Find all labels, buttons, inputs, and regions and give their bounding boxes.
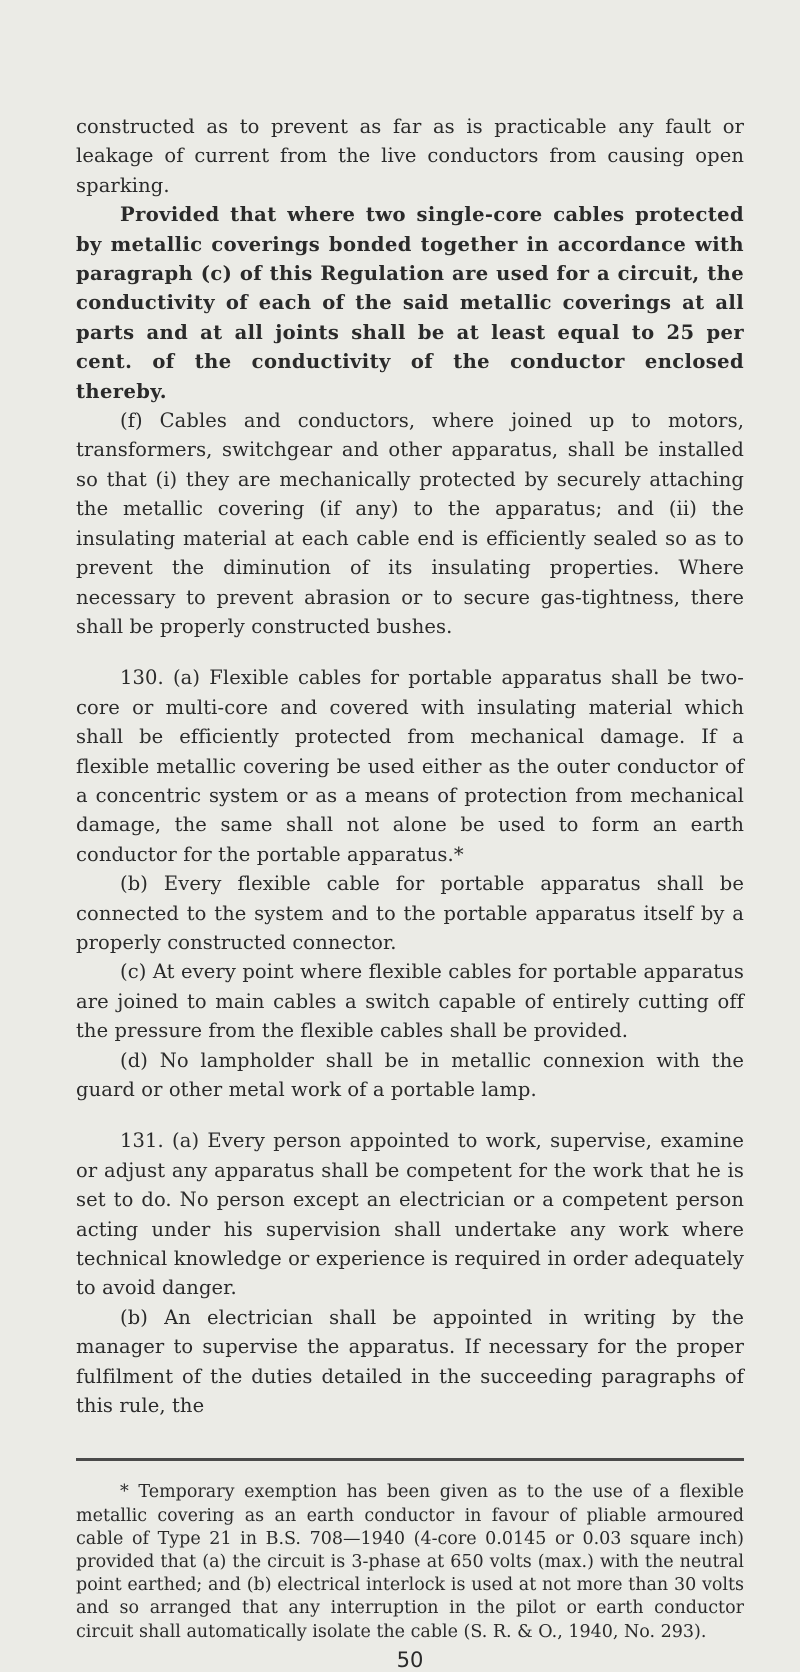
paragraph-f: (f) Cables and conductors, where joined up to motors, transformers, switchgear and other apparatus, shall be installed so that (i) they are mechanically protected by securely attaching the metallic covering (if any) to the apparatus; and (ii) the insulating material at each cable end is efficiently sealed so as to prevent the diminution of its insulating properties. Where necessary to prevent abrasion or to secure gas-tightness, there shall be properly constructed bushes. <box>76 409 744 638</box>
paragraph-131a: 131. (a) Every person appointed to work, supervise, examine or adjust any apparatus shall be competent for the work that he is set to do. No person except an electrician or a competent person acting under his supervision shall undertake any work where technical knowledge or experience is required in order adequately to avoid danger. <box>76 1129 744 1300</box>
page-number: 50 <box>396 1647 424 1672</box>
paragraph-130b: (b) Every flexible cable for portable apparatus shall be connected to the system and to the portable apparatus itself by a properly constructed connector. <box>76 872 744 954</box>
paragraph-130a: 130. (a) Flexible cables for portable apparatus shall be two-core or multi-core and covered with insulating material which shall be efficiently protected from mechanical damage. If a flexible metallic covering be used either as the outer conductor of a concentric system or as a means of protection from mechanical damage, the same shall not alone be used to form an earth conductor for the portable apparatus.* <box>76 666 744 866</box>
paragraph-proviso: Provided that where two single-core cables protected by metallic coverings bonded together in accordance with paragraph (c) of this Regulation are used for a circuit, the conductivity of each of the said metallic coverings at all parts and at all joints shall be at least equal to 25 per cent. of the conductivity of the conductor enclosed thereby. <box>76 203 744 403</box>
paragraph-130c: (c) At every point where flexible cables for portable apparatus are joined to main cables a switch capable of entirely cutting off the pressure from the flexible cables shall be provided. <box>76 960 744 1043</box>
footnote: * Temporary exemption has been given as to the use of a flexible metallic covering as an earth conductor in favour of pliable armoured cable of Type 21 in B.S. 708—1940 (4-core 0.0145 or 0.03 square inch) provided that (a) the circuit is 3-phase at 650 volts (max.) with the neutral point earthed; and (b) electrical interlock is used at not more than 30 volts and so arranged that any interruption in the pilot or earth conductor circuit shall automatically isolate the cable (S. R. & O., 1940, No. 293). <box>76 1482 744 1642</box>
paragraph-131b: (b) An electrician shall be appointed in writing by the manager to supervise the apparatus. If necessary for the proper fulfilment of the duties detailed in the succeeding paragraphs of this rule, the <box>76 1305 744 1418</box>
footnote-divider <box>76 1458 744 1461</box>
paragraph-130d: (d) No lampholder shall be in metallic connexion with the guard or other metal work of a portable lamp. <box>76 1048 744 1101</box>
paragraph-continuation: constructed as to prevent as far as is practicable any fault or leakage of current from the live conductors from causing open sparking. <box>76 115 744 197</box>
